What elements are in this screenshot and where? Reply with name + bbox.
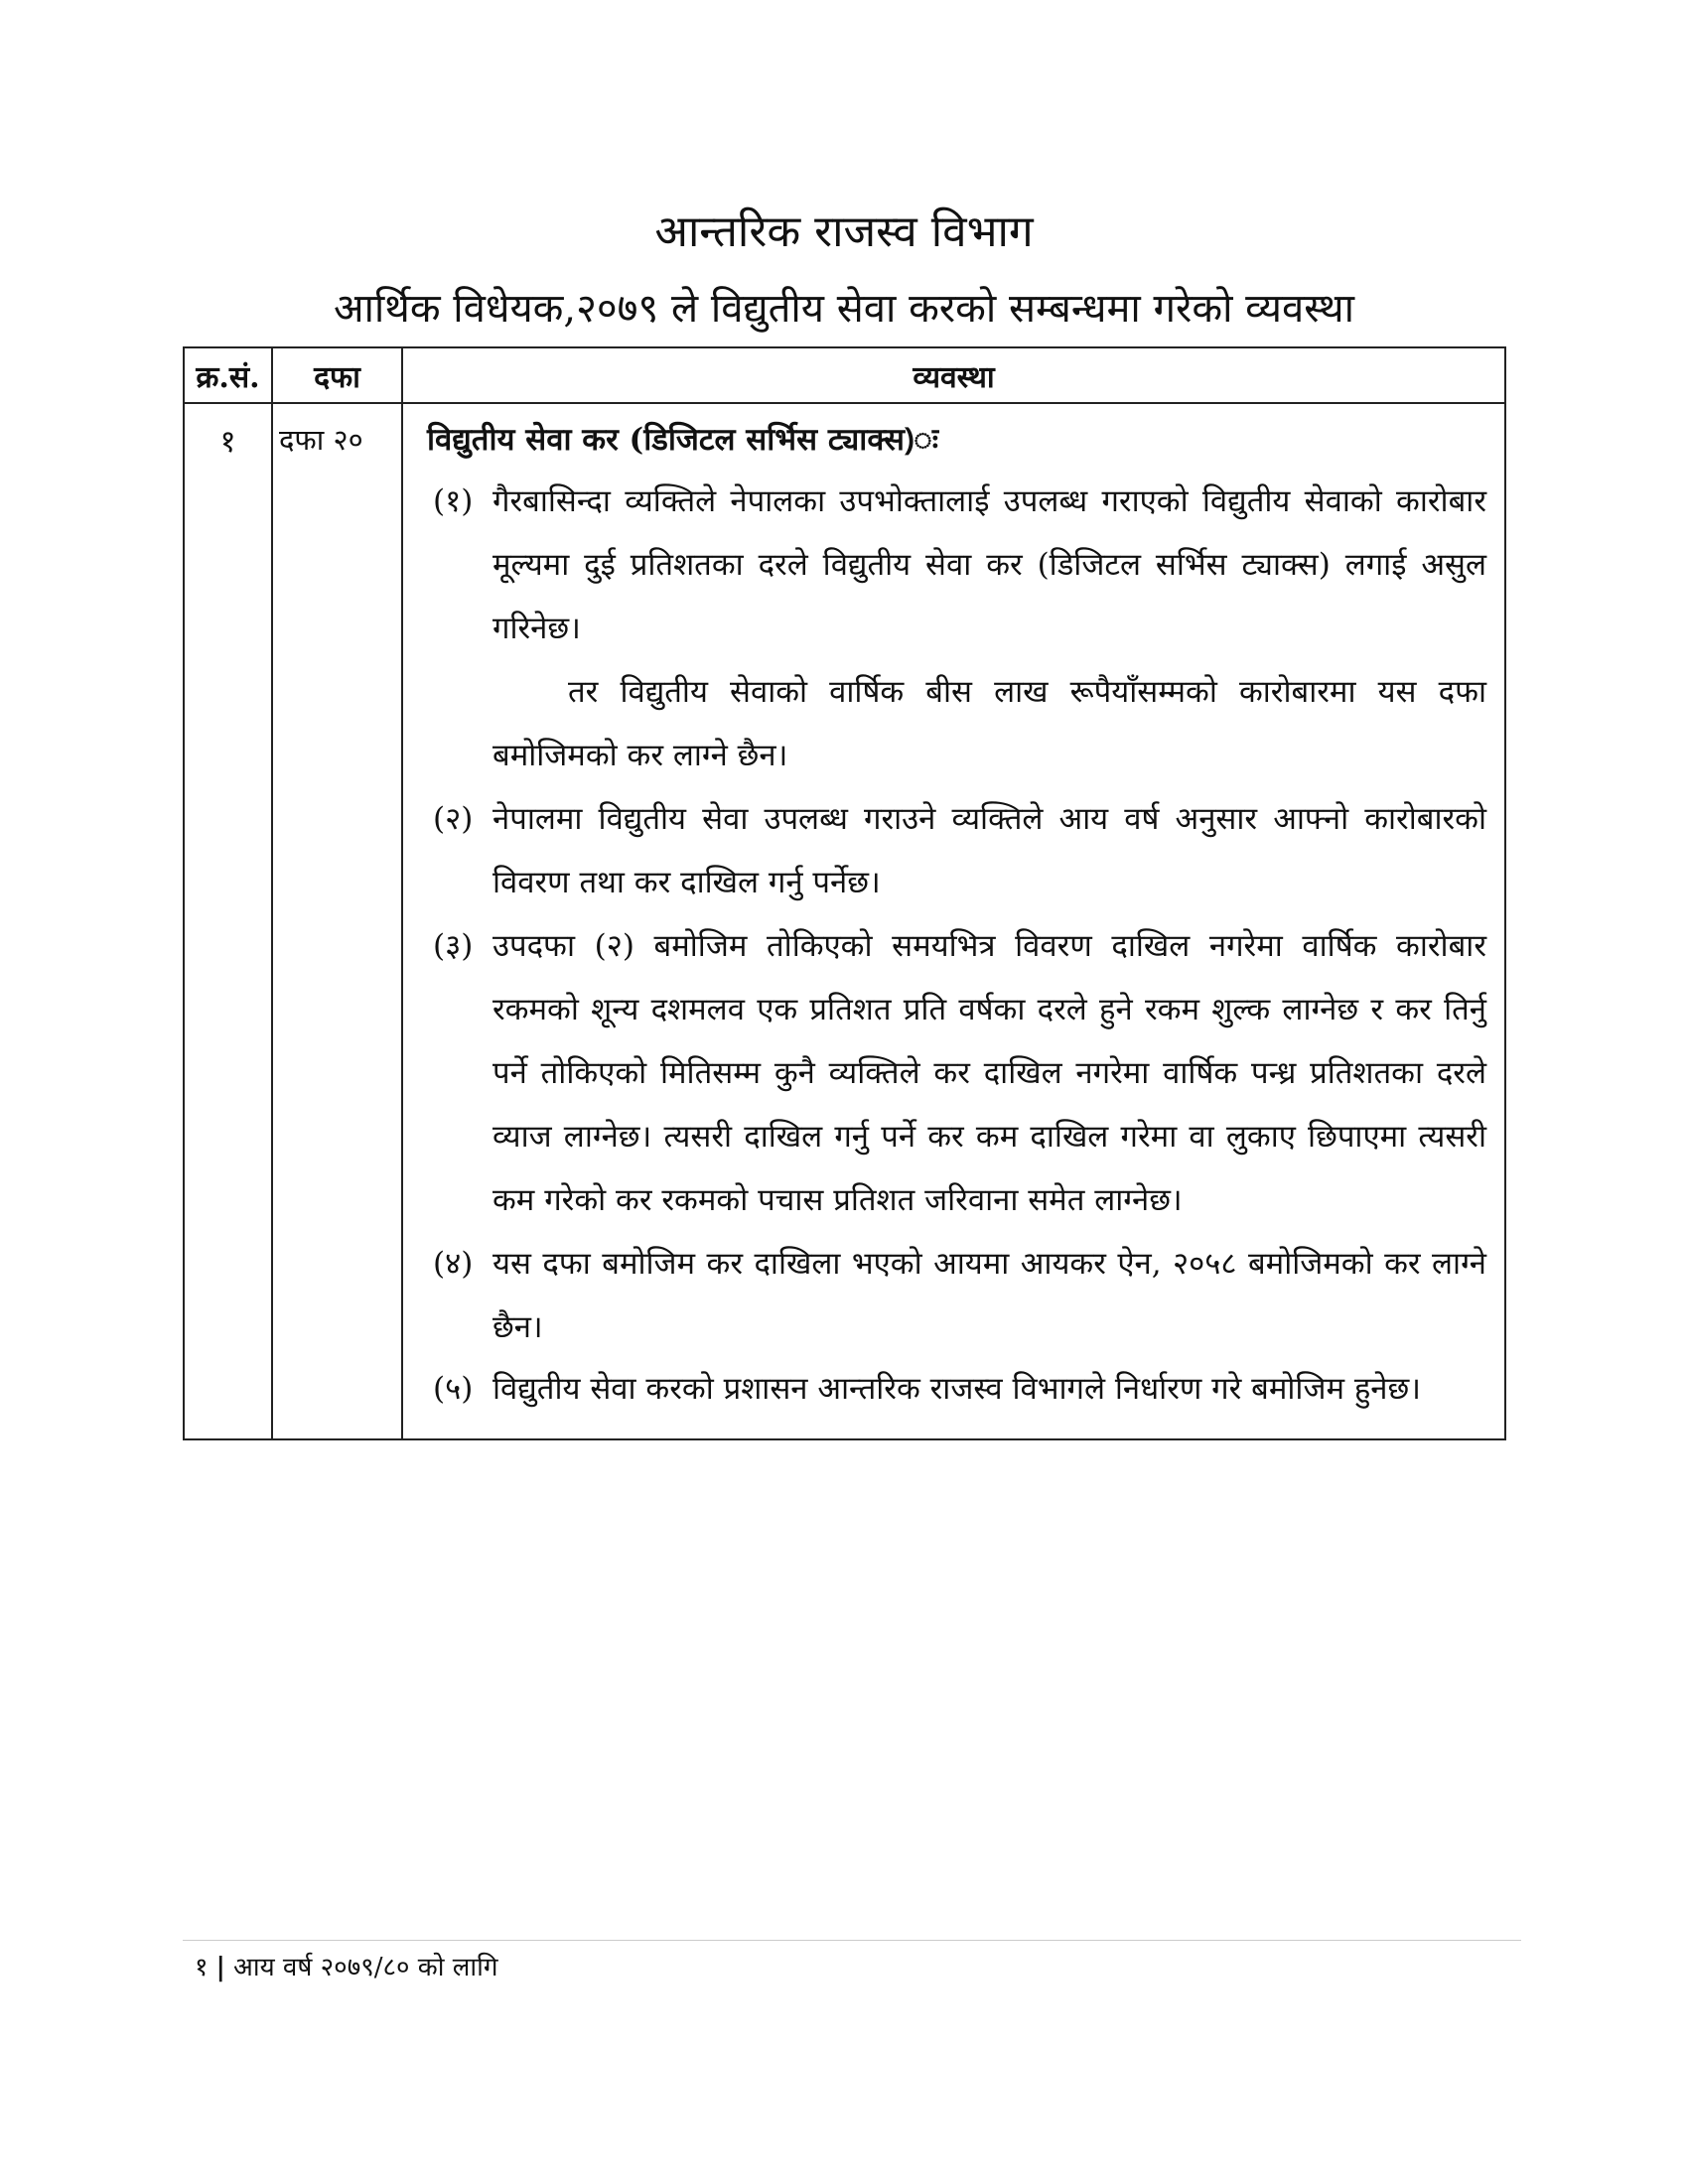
provision-cell	[402, 403, 1505, 1439]
page-footer	[195, 1950, 498, 1985]
provision-table	[183, 346, 1506, 1440]
footer-divider	[183, 1940, 1521, 1941]
footer-text: आय वर्ष २०७९/८० को लागि	[233, 1953, 498, 1982]
clause-cell: दफा २०	[272, 403, 402, 1439]
subsection-text: यस दफा बमोजिम कर दाखिला भएको आयमा आयकर ऐन, २०५८ बमोजिमको कर लाग्ने छैन।	[492, 1246, 1486, 1345]
table-header-row	[184, 347, 1505, 403]
header-provision: व्यवस्था	[402, 347, 1505, 403]
document-title: आन्तरिक राजस्व विभाग	[654, 206, 1034, 257]
subsection-2	[417, 787, 1486, 914]
page-number: १	[195, 1953, 209, 1982]
serial-cell: १	[184, 403, 272, 1439]
subsection-1	[417, 470, 1486, 660]
footer-separator: |	[215, 1953, 225, 1982]
subsection-4	[417, 1232, 1486, 1359]
subsection-number: (४)	[433, 1246, 474, 1282]
document-subtitle: आर्थिक विधेयक,२०७९ ले विद्युतीय सेवा करको सम्बन्धमा गरेको व्यवस्था	[334, 286, 1354, 332]
subsection-text: उपदफा (२) बमोजिम तोकिएको समयभित्र विवरण दाखिल नगरेमा वार्षिक कारोबार रकमको शून्य दशमलव एक प्रतिशत प्रति वर्षका दरले हुने रकम शुल्क लाग्नेछ र कर तिर्नु पर्ने तोकिएको मितिसम्म कुनै व्यक्तिले कर दाखिल नगरेमा वार्षिक पन्ध्र प्रतिशतका दरले व्याज लाग्नेछ। त्यसरी दाखिल गर्नु पर्ने कर कम दाखिल गरेमा वा लुकाए छिपाएमा त्यसरी कम गरेको कर रकमको पचास प्रतिशत जरिवाना समेत लाग्नेछ।	[492, 928, 1486, 1218]
subsection-text: विद्युतीय सेवा करको प्रशासन आन्तरिक राजस्व विभागले निर्धारण गरे बमोजिम हुनेछ।	[492, 1371, 1421, 1407]
subsection-3	[417, 914, 1486, 1232]
proviso-text: तर विद्युतीय सेवाको वार्षिक बीस लाख रूपैयाँसम्मको कारोबारमा यस दफा बमोजिमको कर लाग्ने छैन।	[492, 674, 1486, 773]
section-title: विद्युतीय सेवा कर (डिजिटल सर्भिस ट्याक्स)ः	[427, 422, 938, 458]
header-serial: क्र.सं.	[184, 347, 272, 403]
table-row	[184, 403, 1505, 1439]
header-clause: दफा	[272, 347, 402, 403]
subsection-number: (५)	[433, 1371, 474, 1407]
subsection-number: (१)	[433, 483, 474, 519]
subsection-number: (२)	[433, 801, 474, 837]
subsection-number: (३)	[433, 928, 474, 964]
subsection-text: नेपालमा विद्युतीय सेवा उपलब्ध गराउने व्यक्तिले आय वर्ष अनुसार आफ्नो कारोबारको विवरण तथा कर दाखिल गर्नु पर्नेछ।	[492, 801, 1486, 900]
subsection-text: गैरबासिन्दा व्यक्तिले नेपालका उपभोक्तालाई उपलब्ध गराएको विद्युतीय सेवाको कारोबार मूल्यमा दुई प्रतिशतका दरले विद्युतीय सेवा कर (डिजिटल सर्भिस ट्याक्स) लगाई असुल गरिनेछ।	[492, 483, 1486, 646]
subsection-5	[417, 1359, 1486, 1419]
